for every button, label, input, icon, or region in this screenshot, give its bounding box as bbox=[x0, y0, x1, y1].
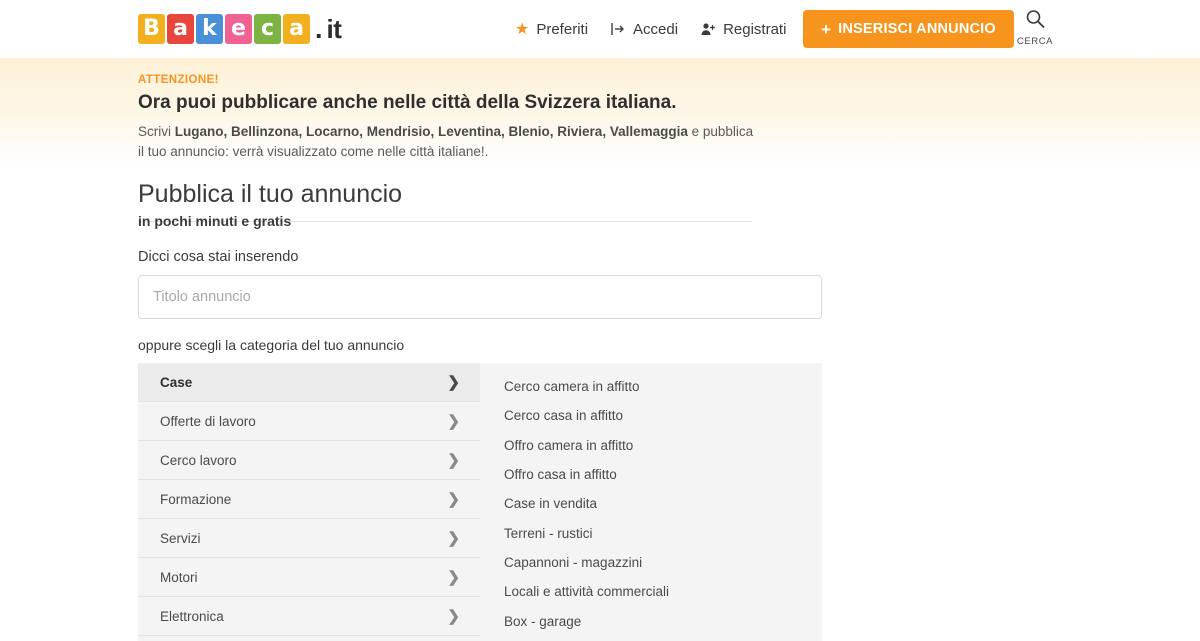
banner-text-suffix: e pubblica il tuo annuncio: verrà visualizzato come nelle città italiane!. bbox=[138, 124, 754, 159]
site-header bbox=[0, 0, 1200, 58]
star-icon: ★ bbox=[515, 21, 530, 38]
insert-ad-label: INSERISCI ANNUNCIO bbox=[838, 21, 996, 37]
category-item-label: Offerte di lavoro bbox=[160, 413, 256, 429]
subcategory-item[interactable]: Box - garage bbox=[504, 613, 582, 629]
banner-cities: Lugano, Bellinzona, Locarno, Mendrisio, Leventina, Blenio, Riviera, Vallemaggia bbox=[174, 124, 688, 139]
logo-tile-a-5: a bbox=[283, 14, 310, 44]
subcategory-item[interactable]: Terreni - rustici bbox=[504, 525, 593, 541]
logo-dot: . bbox=[315, 14, 323, 44]
category-item-label: Servizi bbox=[160, 530, 201, 546]
subcategory-item[interactable]: Offro camera in affitto bbox=[504, 437, 634, 453]
logo-tile-B-0: B bbox=[138, 14, 165, 44]
nav-item-preferiti[interactable] bbox=[515, 19, 588, 39]
category-item-label: Case bbox=[160, 374, 193, 390]
chevron-right-icon: ❯ bbox=[447, 608, 460, 625]
category-item-label: Formazione bbox=[160, 491, 232, 507]
nav-item-registrati[interactable] bbox=[700, 21, 786, 38]
banner-text-prefix: Scrivi bbox=[138, 124, 175, 139]
category-item-cerco-lavoro[interactable] bbox=[138, 441, 480, 480]
page-title: Pubblica il tuo annuncio bbox=[138, 180, 403, 208]
subcategory-list bbox=[480, 363, 822, 641]
banner-title: Ora puoi pubblicare anche nelle città della Svizzera italiana. bbox=[138, 92, 677, 113]
main-content bbox=[0, 180, 1200, 641]
logo-tile-k-2: k bbox=[196, 14, 223, 44]
subcategory-item[interactable]: Offro casa in affitto bbox=[504, 467, 617, 483]
chevron-right-icon: ❯ bbox=[447, 530, 460, 547]
category-item-elettronica[interactable] bbox=[138, 597, 480, 636]
chevron-right-icon: ❯ bbox=[447, 452, 460, 469]
nav-item-accedi[interactable] bbox=[610, 21, 678, 38]
category-item-offerte-di-lavoro[interactable] bbox=[138, 402, 480, 441]
chevron-right-icon: ❯ bbox=[447, 413, 460, 430]
subcategory-item[interactable]: Cerco casa in affitto bbox=[504, 408, 624, 424]
ad-title-input[interactable] bbox=[138, 275, 822, 319]
search-button[interactable] bbox=[1014, 8, 1056, 47]
login-icon bbox=[610, 21, 626, 37]
subcategory-item[interactable]: Cerco camera in affitto bbox=[504, 379, 640, 395]
chevron-right-icon: ❯ bbox=[447, 374, 460, 391]
category-list bbox=[138, 363, 480, 641]
subcategory-item[interactable]: Case in vendita bbox=[504, 496, 598, 512]
nav-label-registrati: Registrati bbox=[723, 20, 787, 38]
subcategory-item[interactable]: Capannoni - magazzini bbox=[504, 554, 643, 570]
category-picker bbox=[138, 363, 822, 641]
notice-banner bbox=[0, 58, 1200, 168]
logo-tiles bbox=[138, 14, 312, 44]
subcategory-item[interactable]: Locali e attività commerciali bbox=[504, 584, 670, 600]
category-item-case[interactable] bbox=[138, 363, 480, 402]
banner-text bbox=[138, 122, 758, 161]
plus-icon: + bbox=[821, 19, 832, 39]
category-item-motori[interactable] bbox=[138, 558, 480, 597]
nav-label-accedi: Accedi bbox=[633, 20, 679, 38]
category-item-formazione[interactable] bbox=[138, 480, 480, 519]
category-item-label: Motori bbox=[160, 569, 198, 585]
site-logo[interactable] bbox=[138, 10, 341, 48]
search-label: CERCA bbox=[1016, 36, 1054, 47]
logo-tile-a-1: a bbox=[167, 14, 194, 44]
title-field-label: Dicci cosa stai inserendo bbox=[138, 249, 299, 265]
search-icon bbox=[1024, 17, 1046, 34]
logo-suffix: it bbox=[326, 13, 342, 44]
category-item-label: Cerco lavoro bbox=[160, 452, 237, 468]
logo-tile-c-4: c bbox=[254, 14, 281, 44]
insert-ad-button[interactable] bbox=[803, 10, 1014, 48]
chevron-right-icon: ❯ bbox=[447, 491, 460, 508]
page-subtitle: in pochi minuti e gratis bbox=[138, 213, 292, 229]
nav-label-preferiti: Preferiti bbox=[536, 20, 589, 38]
category-item-label: Elettronica bbox=[160, 608, 224, 624]
header-nav bbox=[515, 0, 786, 58]
category-hint-label: oppure scegli la categoria del tuo annuncio bbox=[138, 337, 405, 353]
user-add-icon bbox=[700, 21, 716, 37]
banner-warning: ATTENZIONE! bbox=[138, 74, 219, 86]
logo-tile-e-3: e bbox=[225, 14, 252, 44]
category-item-servizi[interactable] bbox=[138, 519, 480, 558]
chevron-right-icon: ❯ bbox=[447, 569, 460, 586]
